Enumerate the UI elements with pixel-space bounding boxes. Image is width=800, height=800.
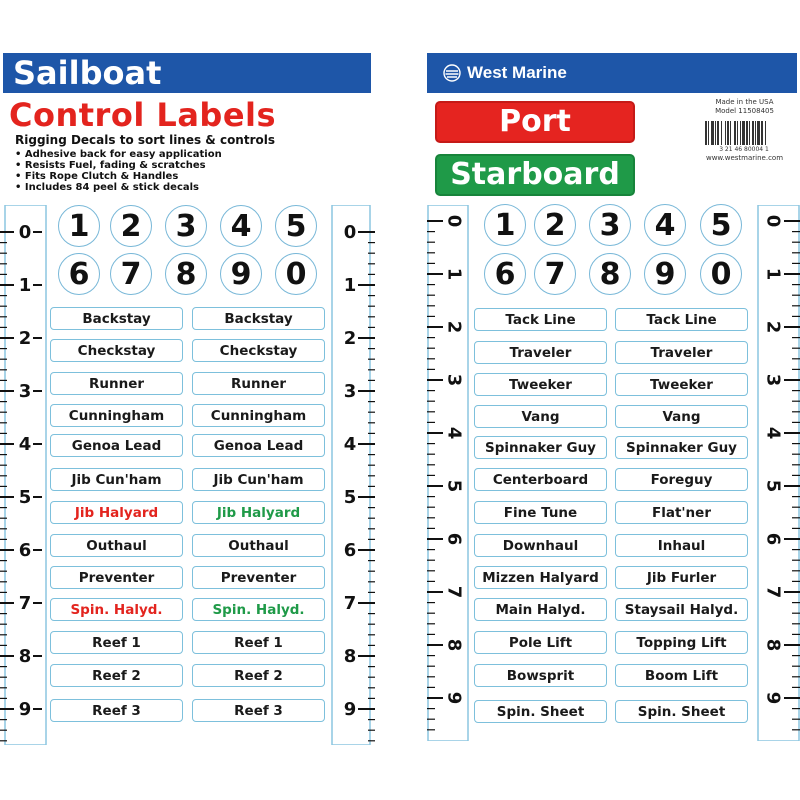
number-decal-6: 6 xyxy=(484,253,526,295)
label-decal: Mizzen Halyard xyxy=(474,566,607,589)
ruler-number: 2 xyxy=(443,320,465,334)
ruler-number: 4 xyxy=(18,434,32,455)
right-ruler-1 xyxy=(427,205,469,741)
ruler-number: 0 xyxy=(443,214,465,228)
number-decal-9: 9 xyxy=(644,253,686,295)
made-in-text: Made in the USA xyxy=(715,98,774,106)
barcode-bar xyxy=(715,121,716,145)
barcode-bar xyxy=(705,121,707,145)
ruler-number: 5 xyxy=(343,487,357,508)
ruler-ticks xyxy=(0,205,48,745)
label-decal: Jib Cun'ham xyxy=(192,468,325,491)
barcode-bar xyxy=(730,121,731,145)
ruler-number: 3 xyxy=(18,381,32,402)
label-decal: Spinnaker Guy xyxy=(615,436,748,459)
ruler-border xyxy=(428,205,468,741)
ruler-border xyxy=(758,205,799,741)
ruler-number: 1 xyxy=(762,267,784,281)
label-decal: Jib Halyard xyxy=(192,501,325,524)
ruler-number: 3 xyxy=(762,373,784,387)
barcode-bar xyxy=(711,121,714,145)
label-decal: Downhaul xyxy=(474,534,607,557)
ruler-number: 5 xyxy=(18,487,32,508)
feature-list xyxy=(15,149,222,193)
barcode-bar xyxy=(721,121,722,145)
label-decal: Tweeker xyxy=(474,373,607,396)
number-decal-8: 8 xyxy=(589,253,631,295)
starboard-decal: Starboard xyxy=(435,154,635,196)
label-decal: Staysail Halyd. xyxy=(615,598,748,621)
right-brand-banner xyxy=(427,53,797,93)
label-decal: Backstay xyxy=(50,307,183,330)
ruler-ticks xyxy=(757,205,800,741)
label-decal: Jib Furler xyxy=(615,566,748,589)
ruler-number: 8 xyxy=(762,638,784,652)
left-title-banner xyxy=(3,53,371,93)
ruler-number: 1 xyxy=(343,275,357,296)
label-decal: Genoa Lead xyxy=(192,434,325,457)
feature-item: • Fits Rope Clutch & Handles xyxy=(15,171,179,182)
label-decal: Outhaul xyxy=(192,534,325,557)
left-ruler-2 xyxy=(330,205,375,745)
label-decal: Fine Tune xyxy=(474,501,607,524)
label-decal: Topping Lift xyxy=(615,631,748,654)
number-decal-0: 0 xyxy=(275,253,317,295)
label-decal: Vang xyxy=(474,405,607,428)
feature-item: • Includes 84 peel & stick decals xyxy=(15,182,200,193)
ruler-number: 8 xyxy=(343,646,357,667)
barcode-bar xyxy=(749,121,750,145)
label-decal: Reef 1 xyxy=(192,631,325,654)
label-decal: Tack Line xyxy=(474,308,607,331)
number-decal-3: 3 xyxy=(589,204,631,246)
ruler-number: 6 xyxy=(18,540,32,561)
number-decal-5: 5 xyxy=(700,204,742,246)
ruler-number: 7 xyxy=(443,585,465,599)
barcode-bar xyxy=(765,121,766,145)
number-decal-2: 2 xyxy=(534,204,576,246)
label-decal: Main Halyd. xyxy=(474,598,607,621)
ruler-number: 7 xyxy=(343,593,357,614)
title-control-labels: Control Labels xyxy=(9,96,277,134)
title-sailboat: Sailboat xyxy=(13,54,162,92)
ruler-number: 8 xyxy=(18,646,32,667)
number-decal-8: 8 xyxy=(165,253,207,295)
label-decal: Pole Lift xyxy=(474,631,607,654)
label-decal: Flat'ner xyxy=(615,501,748,524)
barcode-bar xyxy=(755,121,756,145)
number-decal-5: 5 xyxy=(275,205,317,247)
subtitle: Rigging Decals to sort lines & controls xyxy=(15,133,276,147)
label-decal: Jib Halyard xyxy=(50,501,183,524)
website-text: www.westmarine.com xyxy=(705,154,784,162)
number-decal-7: 7 xyxy=(534,253,576,295)
barcode-bar xyxy=(742,121,745,145)
label-decal: Backstay xyxy=(192,307,325,330)
label-decal: Spin. Sheet xyxy=(474,700,607,723)
number-decal-7: 7 xyxy=(110,253,152,295)
label-decal: Boom Lift xyxy=(615,664,748,687)
label-decal: Cunningham xyxy=(192,404,325,427)
label-decal: Foreguy xyxy=(615,468,748,491)
barcode-icon xyxy=(705,121,783,145)
label-decal: Traveler xyxy=(615,341,748,364)
label-decal: Reef 2 xyxy=(192,664,325,687)
barcode-bar xyxy=(761,121,763,145)
ruler-number: 8 xyxy=(443,638,465,652)
ruler-number: 9 xyxy=(18,699,32,720)
label-decal: Inhaul xyxy=(615,534,748,557)
product-info xyxy=(692,98,797,116)
ruler-ticks xyxy=(427,205,469,741)
number-decal-9: 9 xyxy=(220,253,262,295)
ruler-number: 6 xyxy=(443,532,465,546)
barcode-number: 3 21 46 80004 1 xyxy=(719,146,769,153)
ruler-number: 5 xyxy=(443,479,465,493)
right-ruler-2 xyxy=(757,205,800,741)
ruler-ticks xyxy=(330,205,375,745)
barcode-bar xyxy=(717,121,719,145)
label-decal: Tweeker xyxy=(615,373,748,396)
label-decal: Vang xyxy=(615,405,748,428)
ruler-number: 2 xyxy=(762,320,784,334)
number-decal-4: 4 xyxy=(220,205,262,247)
barcode-bar xyxy=(740,121,741,145)
label-decal: Spin. Halyd. xyxy=(50,598,183,621)
label-decal: Reef 1 xyxy=(50,631,183,654)
feature-item: • Resists Fuel, fading & scratches xyxy=(15,160,206,171)
number-decal-1: 1 xyxy=(484,204,526,246)
number-decal-1: 1 xyxy=(58,205,100,247)
label-decal: Reef 3 xyxy=(192,699,325,722)
label-decal: Runner xyxy=(192,372,325,395)
barcode-bar xyxy=(737,121,738,145)
barcode-bar xyxy=(752,121,754,145)
ruler-number: 0 xyxy=(343,222,357,243)
label-decal: Spin. Halyd. xyxy=(192,598,325,621)
ruler-number: 2 xyxy=(343,328,357,349)
label-decal: Reef 3 xyxy=(50,699,183,722)
barcode-bar xyxy=(734,121,736,145)
barcode-bar xyxy=(708,121,709,145)
ruler-number: 7 xyxy=(762,585,784,599)
ruler-number: 3 xyxy=(443,373,465,387)
ruler-number: 4 xyxy=(343,434,357,455)
feature-item: • Adhesive back for easy application xyxy=(15,149,222,160)
left-ruler-1 xyxy=(0,205,48,745)
barcode-bar xyxy=(746,121,748,145)
ruler-number: 1 xyxy=(18,275,32,296)
label-decal: Checkstay xyxy=(50,339,183,362)
west-marine-logo-icon xyxy=(443,64,461,82)
label-decal: Bowsprit xyxy=(474,664,607,687)
brand xyxy=(443,63,567,83)
port-decal: Port xyxy=(435,101,635,143)
number-decal-3: 3 xyxy=(165,205,207,247)
ruler-number: 7 xyxy=(18,593,32,614)
label-decal: Spin. Sheet xyxy=(615,700,748,723)
number-decal-6: 6 xyxy=(58,253,100,295)
label-decal: Outhaul xyxy=(50,534,183,557)
number-decal-2: 2 xyxy=(110,205,152,247)
model-text: Model 11508405 xyxy=(715,107,774,115)
label-decal: Centerboard xyxy=(474,468,607,491)
barcode-bar xyxy=(727,121,729,145)
ruler-number: 2 xyxy=(18,328,32,349)
label-decal: Genoa Lead xyxy=(50,434,183,457)
number-decal-0: 0 xyxy=(700,253,742,295)
label-decal: Checkstay xyxy=(192,339,325,362)
ruler-number: 9 xyxy=(443,691,465,705)
brand-name: West Marine xyxy=(467,63,567,82)
label-decal: Traveler xyxy=(474,341,607,364)
label-decal: Preventer xyxy=(192,566,325,589)
ruler-number: 6 xyxy=(762,532,784,546)
number-decal-4: 4 xyxy=(644,204,686,246)
ruler-number: 4 xyxy=(443,426,465,440)
ruler-number: 1 xyxy=(443,267,465,281)
label-decal: Cunningham xyxy=(50,404,183,427)
label-decal: Preventer xyxy=(50,566,183,589)
ruler-number: 9 xyxy=(343,699,357,720)
ruler-number: 5 xyxy=(762,479,784,493)
ruler-number: 0 xyxy=(18,222,32,243)
barcode-bar xyxy=(725,121,726,145)
barcode-bar xyxy=(757,121,760,145)
label-decal: Reef 2 xyxy=(50,664,183,687)
ruler-number: 4 xyxy=(762,426,784,440)
left-decal-sheet xyxy=(0,53,375,743)
label-decal: Jib Cun'ham xyxy=(50,468,183,491)
right-decal-sheet xyxy=(427,53,800,743)
label-decal: Runner xyxy=(50,372,183,395)
ruler-number: 0 xyxy=(762,214,784,228)
label-decal: Tack Line xyxy=(615,308,748,331)
ruler-number: 3 xyxy=(343,381,357,402)
ruler-number: 9 xyxy=(762,691,784,705)
ruler-number: 6 xyxy=(343,540,357,561)
label-decal: Spinnaker Guy xyxy=(474,436,607,459)
